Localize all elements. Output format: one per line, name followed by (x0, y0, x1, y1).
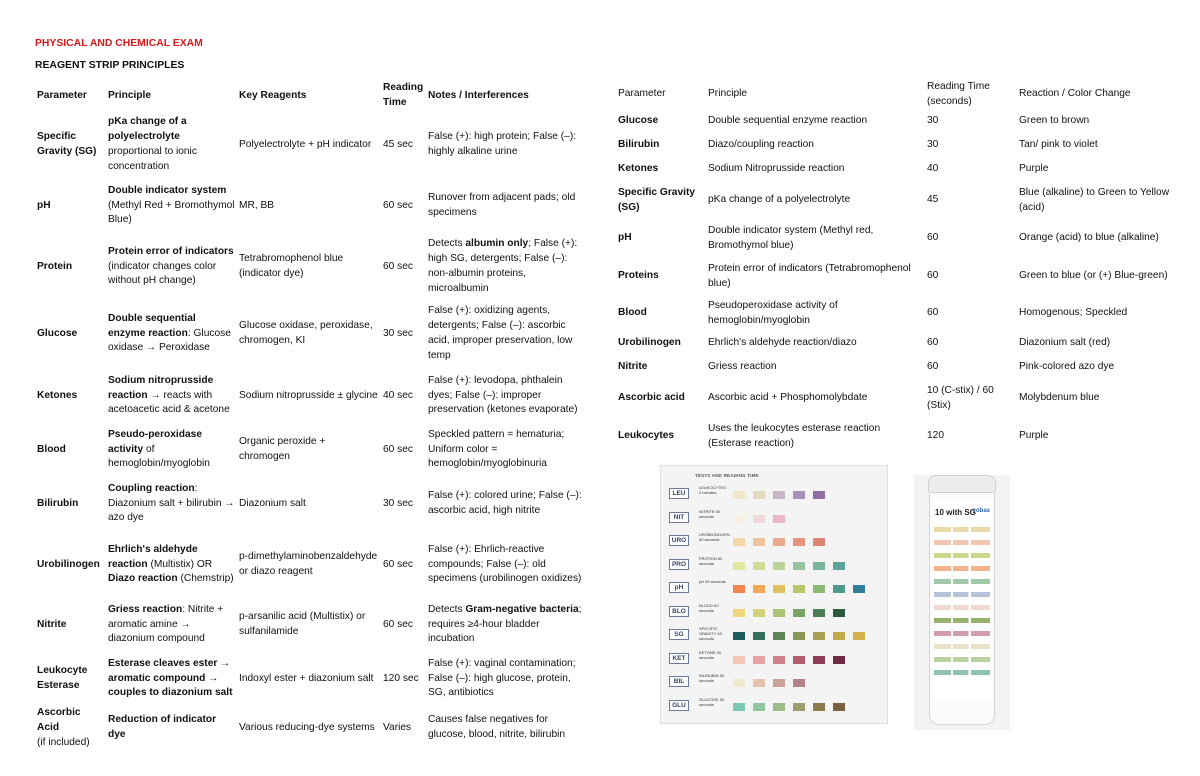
cell-reading-time: 60 sec (383, 260, 414, 272)
page-title: PHYSICAL AND CHEMICAL EXAM (35, 38, 203, 49)
cell-key-reagents: p-dimethylaminobenzaldehyde or diazo reagent (239, 551, 378, 577)
table-row (35, 178, 585, 234)
cell-parameter: Ketones (618, 163, 659, 175)
header-principle: Principle (708, 88, 748, 100)
header-reaction: Reaction / Color Change (1019, 88, 1131, 100)
table-row (616, 418, 1176, 456)
cell-principle (106, 706, 237, 750)
color-swatch (773, 585, 785, 593)
cell-principle (106, 424, 237, 476)
principle-text: (Chemstrip) (177, 573, 234, 585)
label-color-band (934, 566, 990, 571)
parameter-name: Bilirubin (37, 497, 79, 509)
label-color-band (934, 553, 990, 558)
color-swatch (733, 562, 745, 570)
cell-reading-time: 60 (927, 270, 939, 282)
color-swatch (773, 515, 785, 523)
color-swatch (853, 632, 865, 640)
cell-notes (426, 424, 585, 476)
chart-row (661, 649, 888, 671)
analyte-tag: GLU (669, 700, 689, 711)
analyte-tag: LEU (669, 488, 689, 499)
color-swatch (753, 656, 765, 664)
cell-principle: Uses the leukocytes esterase reaction (Esterase reaction) (708, 422, 881, 449)
analyte-tag: SG (669, 629, 689, 640)
cell-reaction: Purple (1019, 430, 1049, 442)
principle-emphasis: Double indicator system (108, 184, 227, 196)
cell-key-reagents: Various reducing-dye systems (239, 721, 375, 733)
principle-text: proportional to ionic concentration (108, 146, 197, 172)
cell-parameter (35, 652, 106, 706)
color-swatch (773, 656, 785, 664)
notes-text: Runover from adjacent pads; old specimens (428, 192, 576, 218)
cell-key-reagents: MR, BB (239, 199, 275, 211)
color-swatch (793, 585, 805, 593)
notes-text: False (+): oxidizing agents, detergents; False (–): ascorbic acid, improper preservation, low temp (428, 305, 573, 361)
color-swatch (753, 609, 765, 617)
cell-parameter (35, 598, 106, 652)
color-swatch (733, 656, 745, 664)
table-row (35, 424, 585, 476)
color-swatch (733, 585, 745, 593)
table-row (35, 476, 585, 532)
cell-notes (426, 112, 585, 178)
notes-text: False (+): Ehrlich-reactive compounds; False (–): old specimens (urobilinogen oxidizes) (428, 543, 582, 585)
color-swatch (813, 562, 825, 570)
page-subtitle: REAGENT STRIP PRINCIPLES (35, 60, 185, 71)
cell-reading-time: 30 (927, 115, 939, 127)
principle-text: : Diazonium salt + bilirubin → azo dye (108, 482, 235, 524)
color-swatch (793, 679, 805, 687)
cell-reading-time: 60 sec (383, 199, 414, 211)
notes-text: Speckled pattern = hematuria; Uniform color = hemoglobin/myoglobinuria (428, 428, 565, 470)
cell-key-reagents: p-arsanilic acid (Multistix) or sulfanilamide (239, 611, 366, 637)
cell-reading-time: Varies (383, 721, 412, 733)
cell-notes (426, 598, 585, 652)
color-swatch (773, 632, 785, 640)
cell-principle (106, 300, 237, 368)
principle-text: (Multistix) OR (147, 558, 213, 570)
cell-reading-time: 60 (927, 307, 939, 319)
cell-parameter (35, 532, 106, 598)
reagent-strip-table-detailed (35, 80, 585, 750)
cell-reading-time: 45 sec (383, 138, 414, 150)
cell-reading-time: 60 (927, 337, 939, 349)
cell-reaction: Orange (acid) to blue (alkaline) (1019, 232, 1159, 244)
principle-emphasis: Griess reaction (108, 603, 183, 615)
analyte-tag: KET (669, 653, 689, 664)
analyte-label: BLOOD 60 seconds (699, 602, 719, 613)
header-principle: Principle (108, 89, 152, 101)
cell-notes (426, 532, 585, 598)
cell-parameter (35, 300, 106, 368)
cell-parameter (35, 368, 106, 424)
color-swatch (793, 562, 805, 570)
color-swatch (733, 515, 745, 523)
cell-notes (426, 368, 585, 424)
cell-notes (426, 706, 585, 750)
color-swatch (793, 656, 805, 664)
table-header-row (616, 80, 1176, 110)
analyte-label: SPECIFIC GRAVITY 45 seconds (699, 626, 722, 641)
analyte-label: GLUCOSE 30 seconds (699, 696, 725, 707)
cell-reading-time: 120 (927, 430, 944, 442)
chart-row (661, 602, 888, 624)
color-swatch (733, 632, 745, 640)
color-swatch (833, 585, 845, 593)
color-swatch (753, 679, 765, 687)
cell-principle (106, 598, 237, 652)
parameter-name: pH (37, 199, 51, 211)
color-swatch (753, 515, 765, 523)
cell-key-reagents: Indoxyl ester + diazonium salt (239, 672, 374, 684)
principle-emphasis: Ehrlich's aldehyde reaction (108, 543, 198, 570)
notes-text: False (+): vaginal contamination; False (–): high glucose, protein, SG, antibiotics (428, 657, 576, 699)
chart-row (661, 555, 888, 577)
cell-principle (106, 234, 237, 300)
analyte-label: NITRITE 60 seconds (699, 508, 721, 519)
brand-logo: cobas (972, 508, 990, 514)
color-swatch (753, 632, 765, 640)
cell-parameter (35, 112, 106, 178)
color-swatch (733, 609, 745, 617)
header-parameter: Parameter (37, 89, 87, 101)
cell-reaction: Green to brown (1019, 115, 1090, 127)
cell-reading-time: 60 sec (383, 558, 414, 570)
principle-emphasis: Diazo reaction (108, 573, 178, 585)
principle-emphasis: Double sequential enzyme reaction (108, 312, 196, 339)
color-swatch (833, 656, 845, 664)
parameter-name: Urobilinogen (37, 558, 100, 570)
principle-text: : Nitrite + aromatic amine → diazonium compound (108, 603, 224, 645)
label-color-band (934, 540, 990, 545)
analyte-label: KETONE 40 seconds (699, 649, 721, 660)
cell-parameter: Leukocytes (618, 430, 675, 442)
color-swatch (733, 703, 745, 711)
bottle-label (932, 499, 992, 699)
parameter-name: Ascorbic Acid (37, 707, 81, 733)
cell-principle: Double sequential enzyme reaction (708, 115, 868, 127)
cell-reading-time: 40 sec (383, 389, 414, 401)
color-swatch (833, 703, 845, 711)
table-row (35, 532, 585, 598)
notes-text: ; requires ≥4-hour bladder incubation (428, 603, 582, 645)
table-row (616, 296, 1176, 332)
parameter-name: Specific Gravity (SG) (37, 131, 97, 157)
color-swatch (773, 609, 785, 617)
notes-emphasis: albumin only (465, 238, 529, 250)
principle-emphasis: Sodium nitroprusside reaction (108, 374, 214, 401)
cell-notes (426, 476, 585, 532)
chart-row (661, 531, 888, 553)
color-swatch (773, 562, 785, 570)
color-swatch (813, 609, 825, 617)
cell-reading-time: 45 (927, 194, 939, 206)
cell-reading-time: 30 sec (383, 497, 414, 509)
cell-principle (106, 112, 237, 178)
table-row (616, 380, 1176, 418)
label-color-band (934, 657, 990, 662)
table-row (616, 258, 1176, 296)
cell-key-reagents: Tetrabromophenol blue (indicator dye) (239, 253, 344, 279)
header-key-reagents: Key Reagents (239, 89, 307, 101)
cell-reading-time: 40 (927, 163, 939, 175)
cell-principle: Double indicator system (Methyl red, Bromothymol blue) (708, 224, 874, 251)
cell-notes (426, 234, 585, 300)
label-color-band (934, 644, 990, 649)
cell-principle: Diazo/coupling reaction (708, 139, 814, 151)
notes-text: ; False (+): high SG, detergents; False (–): non-albumin proteins, microalbumin (428, 238, 578, 294)
color-swatch (793, 538, 805, 546)
label-color-band (934, 605, 990, 610)
cell-principle (106, 476, 237, 532)
label-color-band (934, 527, 990, 532)
color-swatch (733, 538, 745, 546)
color-swatch (813, 491, 825, 499)
table-row (35, 706, 585, 750)
cell-principle (106, 368, 237, 424)
chart-header: TESTS AND READING TIME (695, 473, 759, 478)
chart-row (661, 508, 888, 530)
test-strip-bottle-image (914, 475, 1010, 730)
parameter-name: Nitrite (37, 618, 67, 630)
cell-reaction: Pink-colored azo dye (1019, 361, 1115, 373)
principle-text: of hemoglobin/myoglobin (108, 443, 210, 470)
principle-emphasis: Esterase cleaves ester → aromatic compound → couples to diazonium salt (108, 657, 233, 699)
cell-principle: Sodium Nitroprusside reaction (708, 163, 845, 175)
color-swatch (733, 679, 745, 687)
analyte-tag: pH (669, 582, 689, 593)
parameter-name: Ketones (37, 389, 78, 401)
table-row (35, 368, 585, 424)
color-swatch (753, 538, 765, 546)
table-header-row (35, 80, 585, 112)
color-swatch (773, 679, 785, 687)
chart-row (661, 578, 888, 600)
notes-text: False (+): colored urine; False (–): ascorbic acid, high nitrite (428, 490, 582, 516)
cell-notes (426, 652, 585, 706)
analyte-tag: PRO (669, 559, 689, 570)
color-swatch (753, 562, 765, 570)
cell-principle: Pseudoperoxidase activity of hemoglobin/myoglobin (708, 299, 838, 326)
cell-notes (426, 178, 585, 234)
label-color-band (934, 592, 990, 597)
cell-reading-time: 60 (927, 232, 939, 244)
principle-emphasis: Reduction of indicator dye (108, 714, 217, 741)
cell-parameter: Specific Gravity (SG) (618, 186, 696, 213)
cell-reaction: Blue (alkaline) to Green to Yellow (acid) (1019, 186, 1170, 213)
label-color-band (934, 631, 990, 636)
cell-key-reagents: Sodium nitroprusside ± glycine (239, 389, 378, 401)
principle-text: (Methyl Red + Bromothymol Blue) (108, 199, 235, 226)
color-swatch (813, 656, 825, 664)
notes-text: Detects (428, 603, 466, 615)
color-swatch (793, 491, 805, 499)
cell-notes (426, 300, 585, 368)
cell-parameter (35, 706, 106, 750)
table-row (35, 112, 585, 178)
color-swatch (813, 538, 825, 546)
analyte-label: PROTEIN 60 seconds (699, 555, 723, 566)
principle-emphasis: Pseudo-peroxidase activity (108, 428, 202, 455)
table-row (616, 134, 1176, 158)
analyte-label: UROBILINOGEN 60 seconds (699, 532, 730, 542)
cell-reading-time: 120 sec (383, 672, 419, 684)
notes-text: Detects (428, 238, 466, 250)
bottle-cap (928, 475, 996, 493)
table-row (35, 598, 585, 652)
cell-principle (106, 652, 237, 706)
table-row (35, 234, 585, 300)
parameter-name: Leukocyte Esterase (37, 665, 88, 691)
notes-text: False (+): levodopa, phthalein dyes; False (–): improper preservation (ketones evaporate) (428, 374, 578, 416)
color-swatch (753, 703, 765, 711)
cell-parameter: Nitrite (618, 361, 648, 373)
cell-principle: Griess reaction (708, 361, 777, 373)
analyte-tag: BIL (669, 676, 689, 687)
parameter-name: Protein (37, 260, 73, 272)
color-swatch (773, 703, 785, 711)
cell-reaction: Tan/ pink to violet (1019, 139, 1098, 151)
chart-row (661, 625, 888, 647)
cell-reading-time: 60 (927, 361, 939, 373)
parameter-note: (if included) (37, 736, 90, 748)
strip-color-chart-image (660, 465, 888, 724)
table-row (616, 356, 1176, 380)
cell-parameter (35, 234, 106, 300)
cell-principle: Ehrlich's aldehyde reaction/diazo (708, 337, 857, 349)
principle-text: (indicator changes color without pH change) (108, 260, 217, 287)
color-swatch (793, 609, 805, 617)
cell-principle (106, 178, 237, 234)
table-row (616, 332, 1176, 356)
cell-reaction: Molybdenum blue (1019, 392, 1100, 404)
cell-reaction: Green to blue (or (+) Blue-green) (1019, 270, 1168, 282)
cell-parameter: Proteins (618, 270, 659, 282)
cell-parameter: Ascorbic acid (618, 392, 685, 404)
cell-reading-time: 60 sec (383, 443, 414, 455)
bottle-label-title: 10 with SG (935, 508, 976, 517)
table-row (616, 182, 1176, 220)
notes-emphasis: Gram-negative bacteria (465, 603, 579, 615)
color-swatch (833, 562, 845, 570)
principle-emphasis: Coupling reaction (108, 482, 195, 494)
header-notes: Notes / Interferences (428, 89, 529, 101)
cell-key-reagents: Diazonium salt (239, 497, 306, 509)
chart-row (661, 672, 888, 694)
color-swatch (793, 703, 805, 711)
reagent-strip-table-summary (616, 80, 1176, 456)
analyte-label: pH 60 seconds (699, 579, 726, 584)
cell-key-reagents: Organic peroxide + chromogen (239, 436, 326, 462)
cell-key-reagents: Glucose oxidase, peroxidase, chromogen, KI (239, 320, 373, 346)
cell-reading-time: 60 sec (383, 618, 414, 630)
cell-reaction: Homogenous; Speckled (1019, 307, 1128, 319)
cell-parameter (35, 178, 106, 234)
label-color-band (934, 579, 990, 584)
analyte-label: BILIRUBIN 30 seconds (699, 673, 725, 683)
parameter-name: Glucose (37, 327, 78, 339)
color-swatch (733, 491, 745, 499)
color-swatch (773, 538, 785, 546)
analyte-tag: URO (669, 535, 689, 546)
header-reading-time: Reading Time (383, 82, 424, 108)
label-color-band (934, 670, 990, 675)
chart-row (661, 484, 888, 506)
cell-parameter: pH (618, 232, 632, 244)
header-parameter: Parameter (618, 88, 666, 100)
table-row (616, 220, 1176, 258)
notes-text: Causes false negatives for glucose, blood, nitrite, bilirubin (428, 714, 566, 741)
principle-emphasis: pKa change of a polyelectrolyte (108, 116, 187, 143)
color-swatch (833, 609, 845, 617)
analyte-tag: NIT (669, 512, 689, 523)
chart-row (661, 696, 888, 718)
analyte-label: LEUKOCYTES 2 minutes (699, 485, 726, 495)
cell-key-reagents: Polyelectrolyte + pH indicator (239, 138, 372, 150)
color-swatch (813, 632, 825, 640)
label-color-band (934, 618, 990, 623)
color-swatch (753, 585, 765, 593)
principle-emphasis: Protein error of indicators (108, 245, 234, 257)
table-row (35, 652, 585, 706)
cell-reading-time: 30 (927, 139, 939, 151)
cell-parameter: Urobilinogen (618, 337, 681, 349)
principle-text: → reacts with acetoacetic acid & acetone (108, 389, 230, 416)
cell-reading-time: 30 sec (383, 327, 414, 339)
principle-text: : Glucose oxidase → Peroxidase (108, 327, 231, 354)
color-swatch (813, 703, 825, 711)
cell-parameter (35, 424, 106, 476)
notes-text: False (+): high protein; False (–): highly alkaline urine (428, 131, 577, 157)
cell-parameter: Bilirubin (618, 139, 660, 151)
cell-principle: Ascorbic acid + Phosphomolybdate (708, 392, 868, 404)
color-swatch (793, 632, 805, 640)
cell-parameter: Glucose (618, 115, 659, 127)
table-row (35, 300, 585, 368)
cell-reading-time: 10 (C-stix) / 60 (Stix) (927, 384, 994, 411)
table-row (616, 110, 1176, 134)
cell-reaction: Diazonium salt (red) (1019, 337, 1111, 349)
cell-principle: Protein error of indicators (Tetrabromophenol blue) (708, 262, 911, 289)
table-row (616, 158, 1176, 182)
cell-principle: pKa change of a polyelectrolyte (708, 194, 851, 206)
color-swatch (813, 585, 825, 593)
cell-parameter (35, 476, 106, 532)
color-swatch (833, 632, 845, 640)
parameter-name: Blood (37, 443, 66, 455)
color-swatch (853, 585, 865, 593)
analyte-tag: BLO (669, 606, 689, 617)
cell-parameter: Blood (618, 307, 647, 319)
cell-principle (106, 532, 237, 598)
color-swatch (753, 491, 765, 499)
header-reading-time: Reading Time (seconds) (927, 81, 990, 107)
cell-reaction: Purple (1019, 163, 1049, 175)
color-swatch (773, 491, 785, 499)
